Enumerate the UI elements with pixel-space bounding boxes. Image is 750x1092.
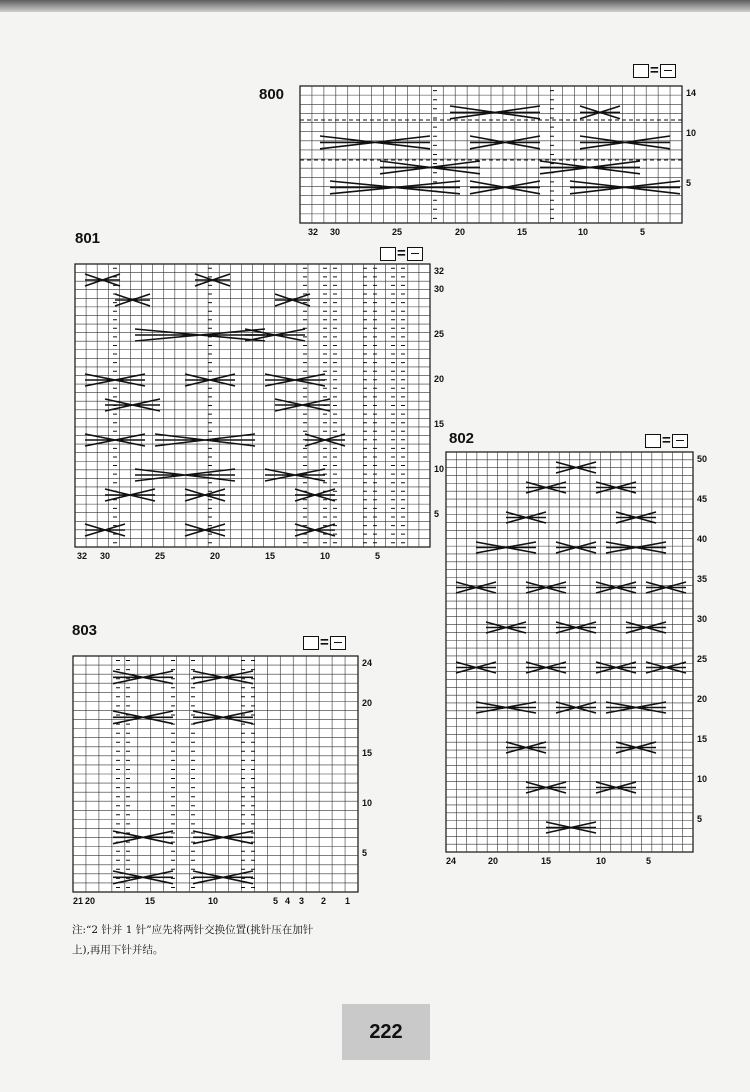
legend-equals: = <box>662 432 671 449</box>
row-number-label: 10 <box>686 128 697 138</box>
dash-square-icon <box>660 64 676 78</box>
blank-square-icon <box>645 434 661 448</box>
column-number-label: 30 <box>330 227 341 237</box>
column-number-label: 10 <box>596 856 607 866</box>
row-number-label: 20 <box>362 698 373 708</box>
column-number-label: 15 <box>541 856 552 866</box>
row-number-label: 10 <box>362 798 373 808</box>
chart-802-grid <box>446 452 716 868</box>
row-number-label: 5 <box>697 814 703 824</box>
column-number-label: 20 <box>455 227 466 237</box>
note-line-2: 上),再用下针并结。 <box>72 944 164 956</box>
row-number-label: 30 <box>697 614 708 624</box>
row-number-label: 15 <box>434 419 445 429</box>
column-number-label: 3 <box>299 896 305 906</box>
note-line-1: 注:“2 针并 1 针”应先将两针交换位置(挑针压在加针 <box>72 924 314 936</box>
column-number-label: 2 <box>321 896 327 906</box>
row-number-label: 24 <box>362 658 373 668</box>
dash-square-icon <box>407 247 423 261</box>
column-number-label: 5 <box>640 227 646 237</box>
chart-note <box>72 920 392 960</box>
chart-801-grid <box>75 264 445 564</box>
row-number-label: 20 <box>434 374 445 384</box>
row-number-label: 15 <box>362 748 373 758</box>
column-number-label: 10 <box>578 227 589 237</box>
column-number-label: 15 <box>517 227 528 237</box>
column-number-label: 20 <box>210 551 221 561</box>
column-number-label: 5 <box>375 551 381 561</box>
blank-square-icon <box>633 64 649 78</box>
column-number-label: 15 <box>145 896 156 906</box>
chart-803-grid <box>73 656 378 912</box>
row-number-label: 5 <box>686 178 692 188</box>
row-number-label: 15 <box>697 734 708 744</box>
dash-square-icon <box>330 636 346 650</box>
legend-equals: = <box>320 634 329 651</box>
chart-801-legend <box>380 245 423 262</box>
column-number-label: 4 <box>285 896 291 906</box>
chart-800-legend <box>633 62 676 79</box>
column-number-label: 10 <box>320 551 331 561</box>
row-number-label: 5 <box>362 848 368 858</box>
column-number-label: 5 <box>646 856 652 866</box>
row-number-label: 25 <box>434 329 445 339</box>
row-number-label: 14 <box>686 88 697 98</box>
chart-803-title: 803 <box>72 622 98 639</box>
column-number-label: 10 <box>208 896 219 906</box>
column-number-label: 5 <box>273 896 279 906</box>
chart-802-legend <box>645 432 688 449</box>
chart-802-title: 802 <box>449 430 475 447</box>
row-number-label: 35 <box>697 574 708 584</box>
chart-801-title: 801 <box>75 230 101 247</box>
column-number-label: 24 <box>446 856 457 866</box>
legend-equals: = <box>650 62 659 79</box>
column-number-label: 20 <box>85 896 96 906</box>
column-number-label: 25 <box>392 227 403 237</box>
column-number-label: 25 <box>155 551 166 561</box>
page-number: 222 <box>342 1004 430 1060</box>
row-number-label: 30 <box>434 284 445 294</box>
page-edge-shadow <box>0 0 750 12</box>
row-number-label: 10 <box>697 774 708 784</box>
column-number-label: 21 <box>73 896 84 906</box>
legend-equals: = <box>397 245 406 262</box>
row-number-label: 32 <box>434 266 445 276</box>
row-number-label: 25 <box>697 654 708 664</box>
chart-803-legend <box>303 634 346 651</box>
column-number-label: 32 <box>77 551 88 561</box>
dash-square-icon <box>672 434 688 448</box>
column-number-label: 30 <box>100 551 111 561</box>
row-number-label: 10 <box>434 464 445 474</box>
blank-square-icon <box>380 247 396 261</box>
column-number-label: 20 <box>488 856 499 866</box>
row-number-label: 40 <box>697 534 708 544</box>
column-number-label: 15 <box>265 551 276 561</box>
row-number-label: 20 <box>697 694 708 704</box>
blank-square-icon <box>303 636 319 650</box>
row-number-label: 50 <box>697 454 708 464</box>
column-number-label: 32 <box>308 227 319 237</box>
row-number-label: 5 <box>434 509 440 519</box>
column-number-label: 1 <box>345 896 351 906</box>
chart-800-title: 800 <box>259 86 285 103</box>
row-number-label: 45 <box>697 494 708 504</box>
chart-800-grid <box>295 86 695 242</box>
